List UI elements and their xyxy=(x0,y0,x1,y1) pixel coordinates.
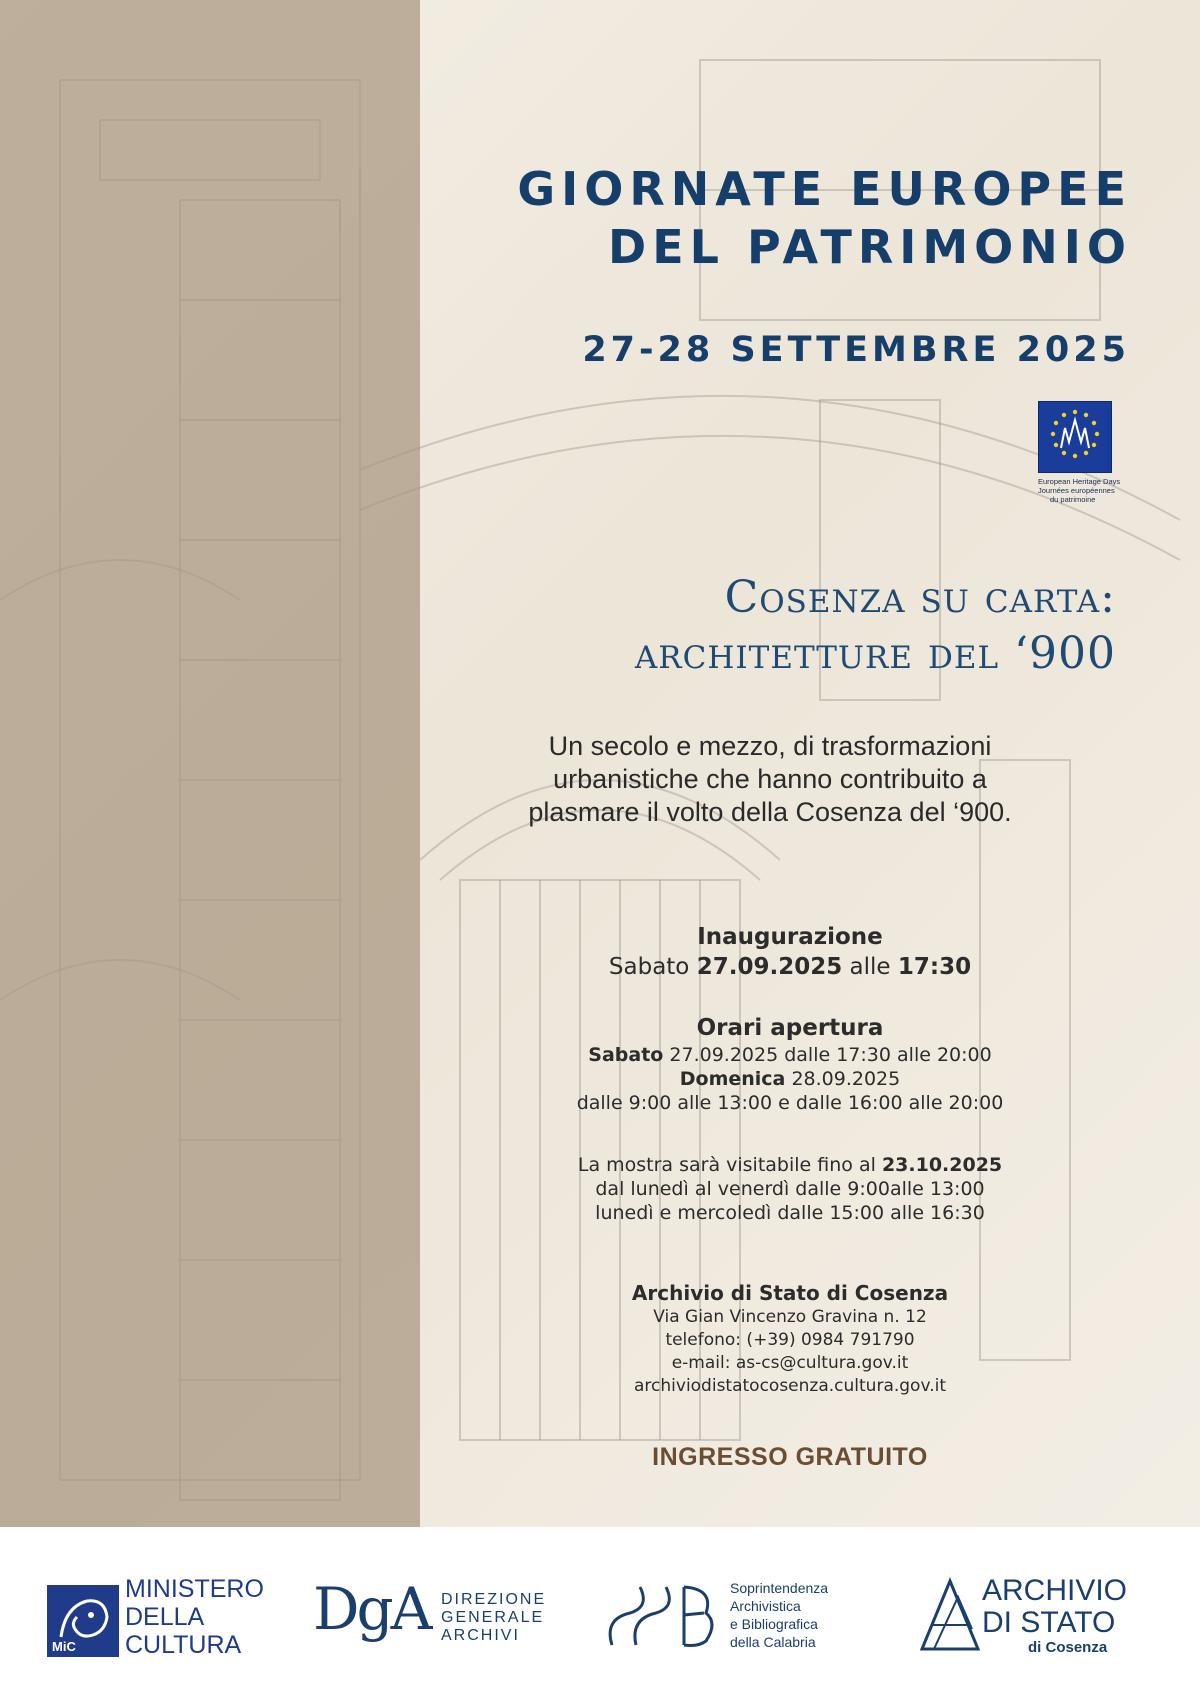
inauguration-date: 27.09.2025 xyxy=(696,954,843,980)
ministero-cultura-logo xyxy=(47,1575,277,1665)
exhibit-until-line xyxy=(520,1153,1060,1177)
dga-line: DIREZIONE xyxy=(441,1591,547,1608)
mic-line: CULTURA xyxy=(125,1631,242,1659)
description-line: urbanistiche che hanno contribuito a xyxy=(553,764,987,794)
exhibition-title-line: architetture del ‘900 xyxy=(634,628,1116,679)
archivio-stato-logo xyxy=(918,1575,1168,1665)
dga-mark: DgA xyxy=(313,1575,430,1643)
sab-icon xyxy=(606,1579,724,1651)
sab-line: Soprintendenza xyxy=(730,1580,829,1596)
ehd-text-line: Journées européennes xyxy=(1038,486,1115,495)
ehd-text-line: European Heritage Days xyxy=(1038,477,1121,486)
archive-phone: telefono: (+39) 0984 791790 xyxy=(665,1330,915,1350)
saturday-hours xyxy=(520,1043,1060,1067)
dga-logo xyxy=(313,1575,553,1665)
inauguration-day: Sabato xyxy=(608,954,690,980)
opening-hours-block xyxy=(520,1013,1060,1115)
exhibit-until-prefix: La mostra sarà visitabile fino al xyxy=(577,1154,876,1176)
event-title-line: DEL PATRIMONIO xyxy=(608,220,1132,274)
inauguration-time: 17:30 xyxy=(897,954,972,980)
mic-line: MINISTERO xyxy=(125,1575,264,1603)
as-line: ARCHIVIO xyxy=(982,1574,1128,1607)
mic-line: DELLA xyxy=(125,1603,205,1631)
sab-line: della Calabria xyxy=(730,1634,816,1650)
european-heritage-days-logo xyxy=(1038,401,1128,504)
event-title-line: GIORNATE EUROPEE xyxy=(517,162,1132,216)
sunday-label: Domenica xyxy=(679,1068,786,1090)
description-line: Un secolo e mezzo, di trasformazioni xyxy=(548,731,992,761)
dga-line: ARCHIVI xyxy=(441,1627,520,1644)
saturday-label: Sabato xyxy=(588,1044,664,1066)
as-line: DI STATO xyxy=(982,1606,1116,1639)
archive-name: Archivio di Stato di Cosenza xyxy=(631,1281,949,1305)
saturday-text: 27.09.2025 dalle 17:30 alle 20:00 xyxy=(669,1044,992,1066)
archive-email[interactable]: e-mail: as-cs@cultura.gov.it xyxy=(671,1353,909,1373)
event-title xyxy=(517,160,1132,276)
inauguration-heading: Inaugurazione xyxy=(697,924,883,950)
sab-line: e Bibliografica xyxy=(730,1616,818,1632)
sunday-date xyxy=(520,1067,1060,1091)
free-admission: INGRESSO GRATUITO xyxy=(652,1443,928,1471)
exhibit-until-block xyxy=(520,1153,1060,1225)
event-dates: 27-28 SETTEMBRE 2025 xyxy=(582,330,1130,370)
archive-address: Via Gian Vincenzo Gravina n. 12 xyxy=(653,1307,927,1327)
dga-line: GENERALE xyxy=(441,1609,545,1626)
afternoon-hours: lunedì e mercoledì dalle 15:00 alle 16:30 xyxy=(595,1202,985,1224)
weekday-hours: dal lunedì al venerdì dalle 9:00alle 13:00 xyxy=(595,1178,985,1200)
as-city: di Cosenza xyxy=(1028,1639,1108,1656)
exhibition-title-line: Cosenza su carta: xyxy=(724,572,1116,623)
side-color-band xyxy=(0,0,420,1527)
archivio-stato-icon xyxy=(918,1575,982,1655)
sab-logo xyxy=(606,1575,856,1665)
opening-hours-heading: Orari apertura xyxy=(696,1015,884,1041)
inauguration-at: alle xyxy=(849,954,891,980)
inauguration-line xyxy=(520,952,1060,982)
footer-logos xyxy=(0,1527,1200,1697)
archive-contact-block xyxy=(520,1280,1060,1398)
ehd-text-line: du patrimoine xyxy=(1050,495,1096,504)
archive-website[interactable]: archiviodistatocosenza.cultura.gov.it xyxy=(634,1376,946,1396)
mic-badge: MiC xyxy=(52,1639,76,1654)
inauguration-block xyxy=(520,922,1060,982)
ministero-cultura-icon xyxy=(47,1585,119,1657)
sab-line: Archivistica xyxy=(730,1598,801,1614)
sunday-hours: dalle 9:00 alle 13:00 e dalle 16:00 alle 20:00 xyxy=(576,1092,1004,1114)
sunday-text: 28.09.2025 xyxy=(791,1068,901,1090)
description-line: plasmare il volto della Cosenza del ‘900. xyxy=(528,797,1012,827)
exhibition-description xyxy=(460,730,1080,829)
exhibition-title xyxy=(450,570,1116,682)
exhibit-until-date: 23.10.2025 xyxy=(881,1154,1003,1176)
european-heritage-days-flag-icon xyxy=(1038,401,1112,473)
